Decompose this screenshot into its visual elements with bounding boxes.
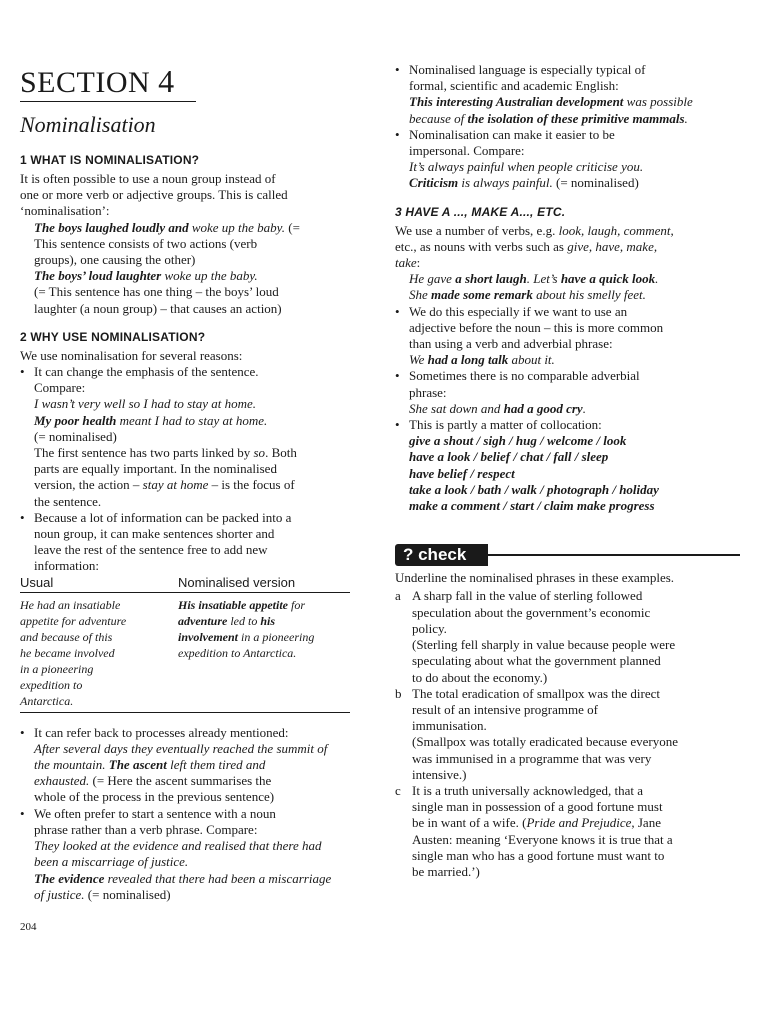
check-instruction: Underline the nominalised phrases in these examples. <box>395 570 675 586</box>
bullet-impersonal: • Nominalisation can make it easier to be impersonal. Compare: It’s always painful when people criticise you. Criticism is always painful. (= nominalised) <box>395 127 740 192</box>
check-items <box>395 588 740 880</box>
bullet-refer-back: • It can refer back to processes already mentioned: After several days they eventually reached the summit of the mountain. The ascent left them tired and exhausted. (= Here the ascent summarises the whole of the process in the previous sentence) <box>20 725 358 806</box>
s1-intro: It is often possible to use a noun group instead of one or more verb or adjective groups. This is called ‘nominalisation’: <box>20 171 288 219</box>
right-column <box>395 62 740 880</box>
s2-intro: We use nominalisation for several reasons: <box>20 347 243 363</box>
right-bullets <box>395 62 740 192</box>
section-title-rule <box>20 101 196 102</box>
table-row <box>20 592 350 712</box>
table-header-row <box>20 575 350 593</box>
check-label: ? check <box>395 544 488 566</box>
section-title <box>20 64 358 100</box>
section-label: SECTION <box>20 66 151 99</box>
s2-bullets <box>20 364 358 575</box>
check-item-letter: b <box>395 685 402 701</box>
section-subtitle: Nominalisation <box>20 112 156 137</box>
check-item-letter: a <box>395 588 401 604</box>
s3-bullets <box>395 304 740 515</box>
left-column <box>20 62 358 903</box>
bullet-formal: • Nominalised language is especially typical of formal, scientific and academic English: This interesting Australian development was possible because of the isolation of these primitive mammals. <box>395 62 740 127</box>
table-cell-nominalised: His insatiable appetite for adventure led to his involvement in a pioneering expedition to Antarctica. <box>178 592 350 712</box>
bullet-no-adverbial: • Sometimes there is no comparable adverbial phrase: She sat down and had a good cry. <box>395 368 740 417</box>
s3-intro: We use a number of verbs, e.g. look, laugh, comment, etc., as nouns with verbs such as give, have, make, take: <box>395 222 674 271</box>
bullet-collocation: • This is partly a matter of collocation: give a shout / sigh / hug / welcome / look have a look / belief / chat / fall / sleep have belief / respect take a look / bath / walk / photograph / holiday make a comment / start / claim make progress <box>395 417 740 514</box>
check-item-a: a A sharp fall in the value of sterling followed speculation about the government’s economic policy. (Sterling fell sharply in value because people were speculating about what the government planned to do about the economy.) <box>395 588 676 685</box>
heading-why-use: 2 WHY USE NOMINALISATION? <box>20 329 206 344</box>
table-cell-usual: He had an insatiable appetite for adventure and because of this he became involved in a pioneering expedition to Antarctica. <box>20 592 178 712</box>
section-number: 4 <box>158 63 175 99</box>
bullet-emphasis: • It can change the emphasis of the sentence. Compare: I wasn’t very well so I had to stay at home. My poor health meant I had to stay at home. (= nominalised) The first sentence has two parts linked by so. Both parts are equally important. In the nominalised version, the action – stay at home – is the focus of the sentence. <box>20 364 358 510</box>
check-item-b: b The total eradication of smallpox was the direct result of an intensive programme of immunisation. (Smallpox was totally eradicated because everyone was immunised in a programme that was very intensive.) <box>395 685 679 782</box>
table-header-usual: Usual <box>20 575 178 593</box>
s3-examples: He gave a short laugh. Let’s have a quick look. She made some remark about his smelly feet. <box>409 271 659 303</box>
bullet-noun-phrase: • We often prefer to start a sentence with a noun phrase rather than a verb phrase. Compare: They looked at the evidence and realised that there had been a miscarriage of justice. The evidence revealed that there had been a miscarriage of justice. (= nominalised) <box>20 806 358 903</box>
check-item-letter: c <box>395 782 401 798</box>
heading-what-is: 1 WHAT IS NOMINALISATION? <box>20 153 200 167</box>
check-item-c: c It is a truth universally acknowledged, that a single man in possession of a good fortune must be in want of a wife. (Pride and Prejudice, Jane Austen: meaning ‘Everyone knows it is true that a single man who has a good fortune must want to be married.’) <box>395 782 673 879</box>
heading-have-a: 3 HAVE A ..., MAKE A..., ETC. <box>395 204 566 219</box>
bullet-adjective: • We do this especially if we want to use an adjective before the noun – this is more common than using a verb and adverbial phrase: We had a long talk about it. <box>395 304 740 369</box>
bullet-packed: • Because a lot of information can be packed into a noun group, it can make sentences shorter and leave the rest of the sentence free to add new information: <box>20 510 358 575</box>
check-banner <box>395 544 740 566</box>
page-number: 204 <box>20 921 37 933</box>
comparison-table <box>20 575 350 713</box>
table-header-nominalised: Nominalised version <box>178 575 350 593</box>
s2-bullets-2 <box>20 725 358 903</box>
s1-examples: The boys laughed loudly and woke up the baby. (= This sentence consists of two actions (verb groups), one causing the other) The boys’ loud laughter woke up the baby. (= This sentence has one thing – the boys’ loud laughter (a noun group) – that causes an action) <box>34 219 300 316</box>
